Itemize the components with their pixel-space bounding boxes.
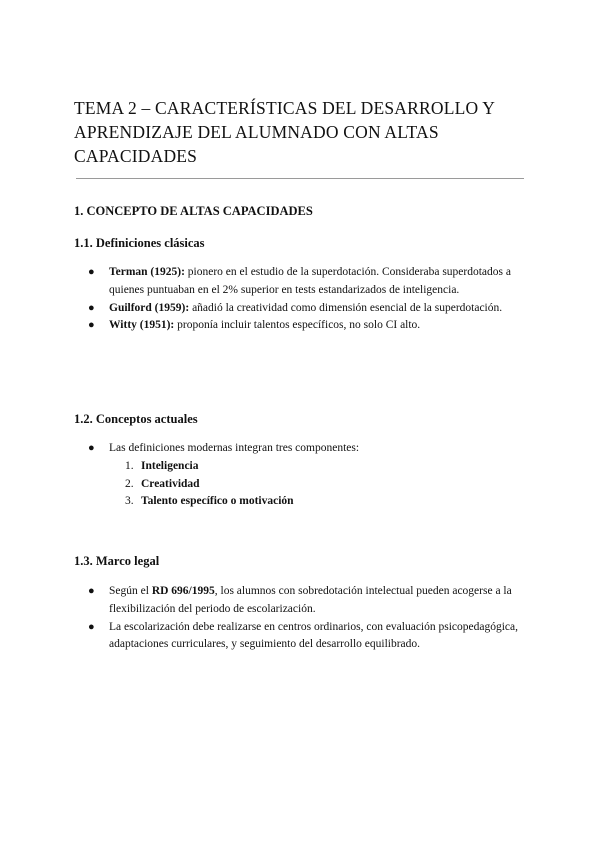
item-author: Witty (1951):	[109, 319, 175, 332]
subsection-heading-definiciones: 1.1. Definiciones clásicas	[74, 236, 205, 250]
item-number: 3.	[125, 495, 134, 508]
list-item	[88, 264, 528, 300]
item-text: La escolarización debe realizarse en centros ordinarios, con evaluación psicopedagógica, adaptaciones curriculares, y seguimiento del desarrollo equilibrado.	[109, 620, 519, 651]
bullet-icon: ●	[88, 620, 95, 633]
item-text: Las definiciones modernas integran tres componentes:	[109, 442, 360, 454]
components-list	[125, 458, 528, 511]
conceptos-list	[88, 440, 528, 511]
horizontal-divider	[76, 178, 524, 179]
bullet-icon: ●	[88, 319, 95, 332]
item-number: 2.	[125, 477, 134, 490]
marco-legal-list	[88, 583, 528, 654]
item-number: 1.	[125, 459, 134, 472]
section-heading: 1. CONCEPTO DE ALTAS CAPACIDADES	[74, 204, 313, 218]
list-item	[88, 583, 528, 619]
item-text: añadió la creatividad como dimensión esencial de la superdotación.	[189, 301, 503, 314]
document-title: TEMA 2 – CARACTERÍSTICAS DEL DESARROLLO Y APRENDIZAJE DEL ALUMNADO CON ALTAS CAPACIDADES	[74, 98, 495, 166]
list-item	[88, 619, 528, 655]
component-label: Creatividad	[141, 477, 200, 490]
definiciones-list	[88, 264, 528, 335]
bullet-icon: ●	[88, 301, 95, 314]
bullet-icon: ●	[88, 442, 95, 454]
list-item	[88, 317, 528, 335]
item-text: pionero en el estudio de la superdotación. Consideraba superdotados a quienes puntuaban en el 2% superior en tests estandarizados de inteligencia.	[109, 266, 511, 296]
item-author: Guilford (1959):	[109, 301, 190, 314]
subsection-heading-conceptos: 1.2. Conceptos actuales	[74, 412, 198, 426]
law-reference: RD 696/1995	[151, 585, 215, 597]
numbered-item	[125, 458, 528, 476]
item-text: proponía incluir talentos específicos, no solo CI alto.	[174, 319, 421, 332]
item-author: Terman (1925):	[109, 266, 185, 278]
component-label: Talento específico o motivación	[141, 495, 294, 508]
subsection-heading-marco-legal: 1.3. Marco legal	[74, 554, 160, 568]
bullet-icon: ●	[88, 266, 95, 278]
bullet-icon: ●	[88, 585, 95, 597]
item-text-pre: Según el	[109, 585, 152, 597]
numbered-item	[125, 476, 528, 494]
item-text-post: , los alumnos con sobredotación intelectual pueden acogerse a la flexibilización del periodo de escolarización.	[109, 585, 512, 615]
numbered-item	[125, 493, 528, 511]
list-item	[88, 440, 528, 511]
component-label: Inteligencia	[141, 459, 199, 472]
list-item	[88, 300, 528, 318]
